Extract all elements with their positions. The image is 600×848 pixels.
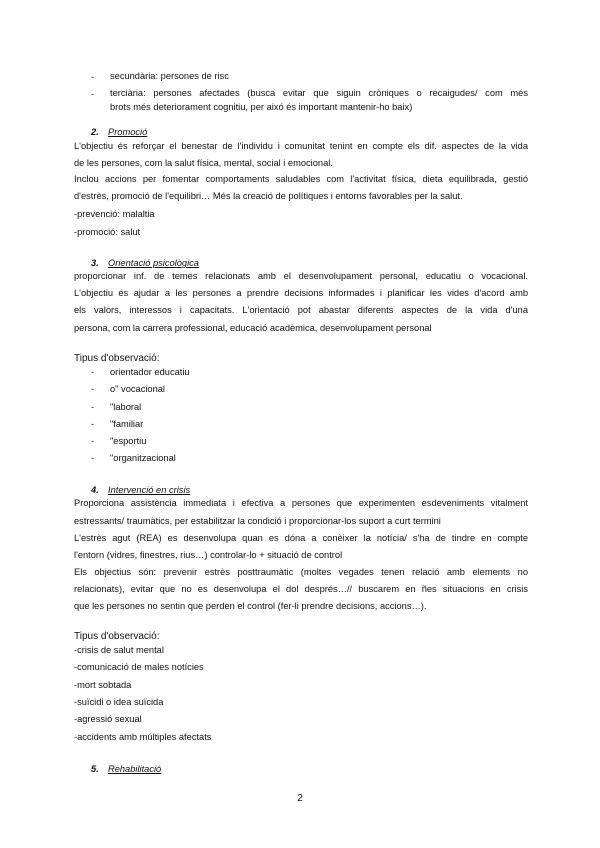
section-3-line: L'objectiu és ajudar a les persones a prendre decisions informades i planificar les vides d'acord amb xyxy=(74,288,528,298)
section-4-line: l'entorn (vidres, finestres, rius…) controlar-lo + situació de control xyxy=(74,550,343,560)
section-2-title: Promoció xyxy=(108,127,148,137)
section-5-number: 5. xyxy=(91,764,99,774)
crisis-item: -agressió sexual xyxy=(74,714,142,724)
section-2-line: -prevenció: malaltia xyxy=(74,209,155,219)
section-2-line: -promoció: salut xyxy=(74,227,141,237)
section-3-line: proporcionar inf. de temes relacionats amb el desenvolupament personal, educatiu o vocacional. xyxy=(74,271,528,281)
section-3-line: persona, com la carrera professional, educació acadèmica, desenvolupament personal xyxy=(74,323,432,333)
section-5-title: Rehabilitació xyxy=(108,764,162,774)
obs-item: "laboral xyxy=(110,402,142,412)
obs-item: "esportiu xyxy=(110,436,147,446)
section-3-line: els valors, interessos i capacitats. L'orientació pot abastar diferents aspectes de la vida d'una xyxy=(74,305,528,315)
list-dash: - xyxy=(91,419,95,429)
section-2-line: d'estrès, promoció de l'equilibri… Més la creació de polítiques i entorns favorables per la salut. xyxy=(74,191,463,201)
section-3-number: 3. xyxy=(91,258,99,268)
crisis-item: -accidents amb múltiples afectats xyxy=(74,732,212,742)
section-4-line: Els objectius són: prevenir estrès posttraumàtic (moltes vegades tenen relació amb elements no xyxy=(74,567,528,577)
obs-item: o" vocacional xyxy=(110,384,165,394)
list-dash: - xyxy=(91,436,95,446)
section-2-number: 2. xyxy=(91,127,99,137)
list-dash: - xyxy=(91,402,95,412)
section-4-title: Intervenció en crisis xyxy=(108,485,191,495)
bullet-terciaria-line1: terciària: persones afectades (busca evitar que siguin cròniques o recaigudes/ com més xyxy=(110,88,528,98)
section-2-line: L'objectiu és reforçar el benestar de l'individu i comunitat tenint en compte els dif. aspectes de la vida xyxy=(74,141,528,151)
bullet-terciaria-line2: brots més deteriorament cognitiu, per aixó és important mantenir-ho baix) xyxy=(110,102,413,112)
section-4-line: relacionats), evitar que no es desenvolupa el dol després…// buscarem en ñes situacions en crisis xyxy=(74,584,528,594)
obs-item: "familiar xyxy=(110,419,144,429)
obs-item: "organitzacional xyxy=(110,453,176,463)
page-number: 2 xyxy=(297,793,303,804)
list-dash: - xyxy=(91,384,95,394)
section-4-line: L'estrès agut (REA) es desenvolupa quan es dóna a conèixer la notícia/ s'ha de tindre en compte xyxy=(74,533,528,543)
section-2-line: Inclou accions per fomentar comportaments saludables com l'activitat física, dieta equilibrada, gestió xyxy=(74,174,528,184)
obs-item: orientador educatiu xyxy=(110,367,190,377)
section-4-line: Proporciona assistència immediata i efectiva a persones que experimenten esdeveniments vitalment xyxy=(74,498,528,508)
crisis-item: -crisis de salut mental xyxy=(74,645,164,655)
list-dash: - xyxy=(91,367,95,377)
bullet-dash: - xyxy=(91,72,95,82)
section-3-obs-title: Tipus d'observació: xyxy=(74,353,160,364)
crisis-item: -comunicació de males notícies xyxy=(74,662,204,672)
section-2-line: de les persones, com la salut física, mental, social i emocional. xyxy=(74,158,333,168)
section-3-title: Orientació psicològica xyxy=(108,258,199,268)
crisis-item: -mort sobtada xyxy=(74,680,132,690)
bullet-secundaria: secundària: persones de risc xyxy=(110,71,229,81)
list-dash: - xyxy=(91,453,95,463)
section-4-number: 4. xyxy=(91,485,99,495)
bullet-dash: - xyxy=(91,89,95,99)
section-4-line: estressants/ traumàtics, per estabilitzar la condició i proporcionar-los suport a curt termini xyxy=(74,516,441,526)
crisis-item: -suïcidi o idea suïcida xyxy=(74,697,164,707)
section-4-obs-title: Tipus d'observació: xyxy=(74,631,160,642)
section-4-line: que les persones no sentin que perden el control (fer-li prendre decisions, accions…). xyxy=(74,601,427,611)
